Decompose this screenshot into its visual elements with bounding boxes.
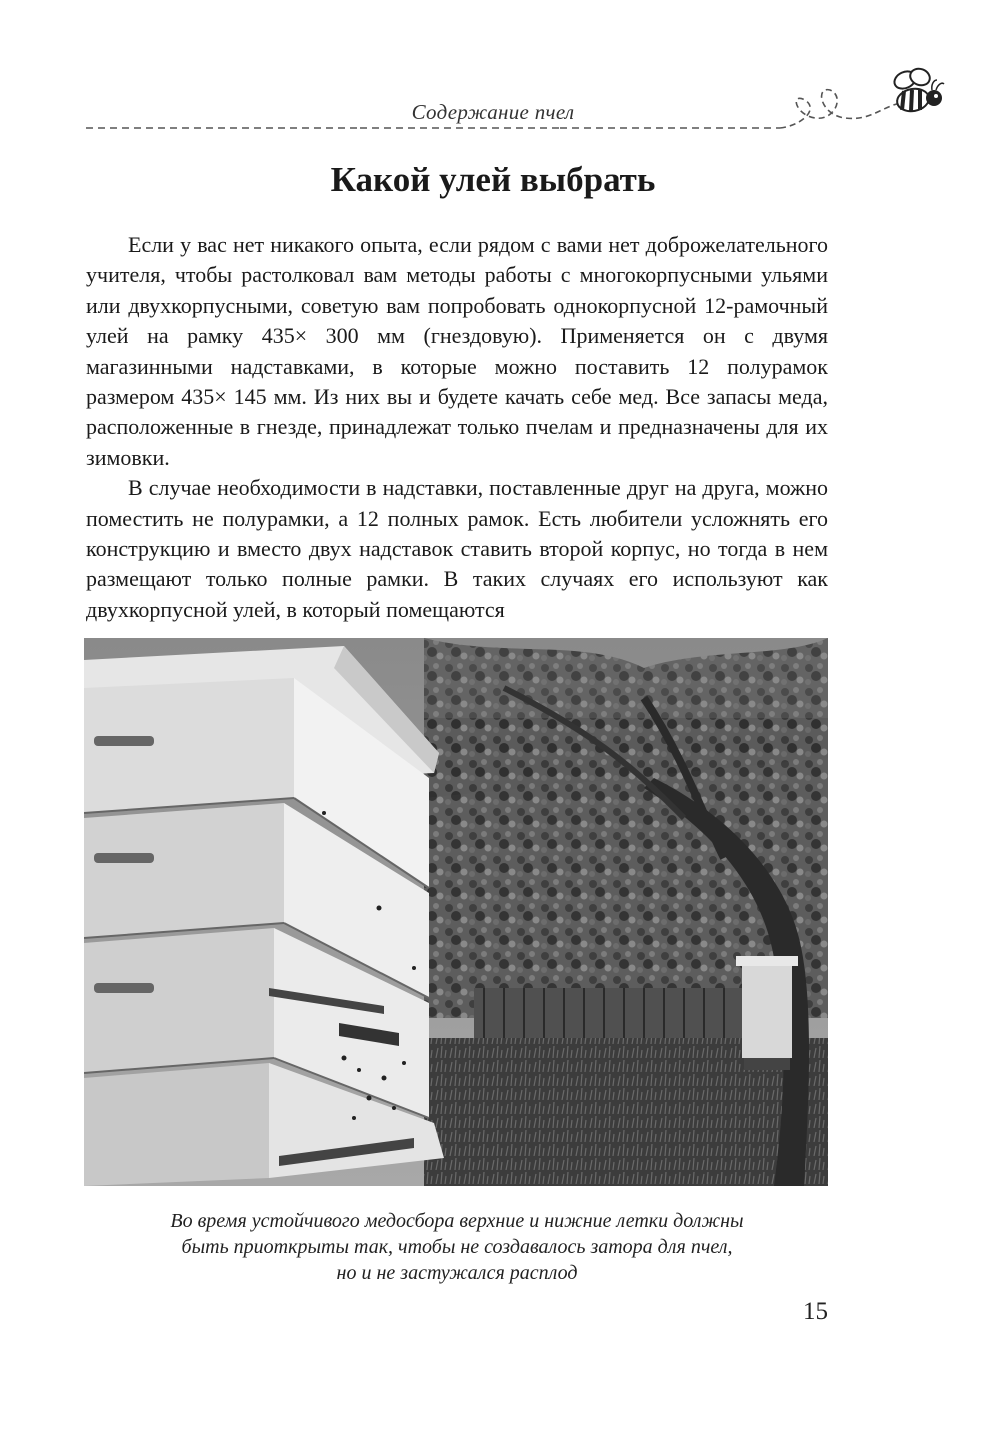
beehive-photo <box>84 638 828 1186</box>
page-title: Какой улей выбрать <box>330 160 656 199</box>
beehive-photo-illustration <box>84 638 828 1186</box>
page-header <box>0 0 986 140</box>
page-number: 15 <box>803 1298 828 1325</box>
paragraph: Если у вас нет никакого опыта, если рядом с вами нет доброжелательного учителя, чтобы растолковал вам методы работы с многокорпусными ульями или двухкорпусными, советую вам попробовать однокорпусной 12-рамочный улей на рамку 435× 300 мм (гнездовую). Применяется он с двумя магазинными надставками, в которые можно поставить 12 полурамок размером 435× 145 мм. Из них вы и будете качать себе мед. Все запасы меда, расположенные в гнезде, принадлежат только пчелам и предназначены для их зимовки. <box>86 232 828 470</box>
paragraph: В случае необходимости в надставки, поставленные друг на друга, можно поместить не полурамки, а 12 полных рамок. Есть любители усложнять его конструкцию и вместо двух надставок ставить второй корпус, но тогда в нем размещают только полные рамки. В таких случаях его используют как двухкорпусной улей, в который помещаются <box>86 475 828 622</box>
article-body <box>86 230 828 625</box>
running-head: Содержание пчел <box>411 100 575 124</box>
distant-hive <box>736 956 798 1070</box>
caption-line: быть приоткрыты так, чтобы не создавалось затора для пчел, <box>181 1236 733 1258</box>
caption-line: Во время устойчивого медосбора верхние и нижние летки должны <box>170 1210 744 1232</box>
photo-caption <box>86 1208 828 1286</box>
caption-line: но и не застужался расплод <box>336 1262 578 1284</box>
